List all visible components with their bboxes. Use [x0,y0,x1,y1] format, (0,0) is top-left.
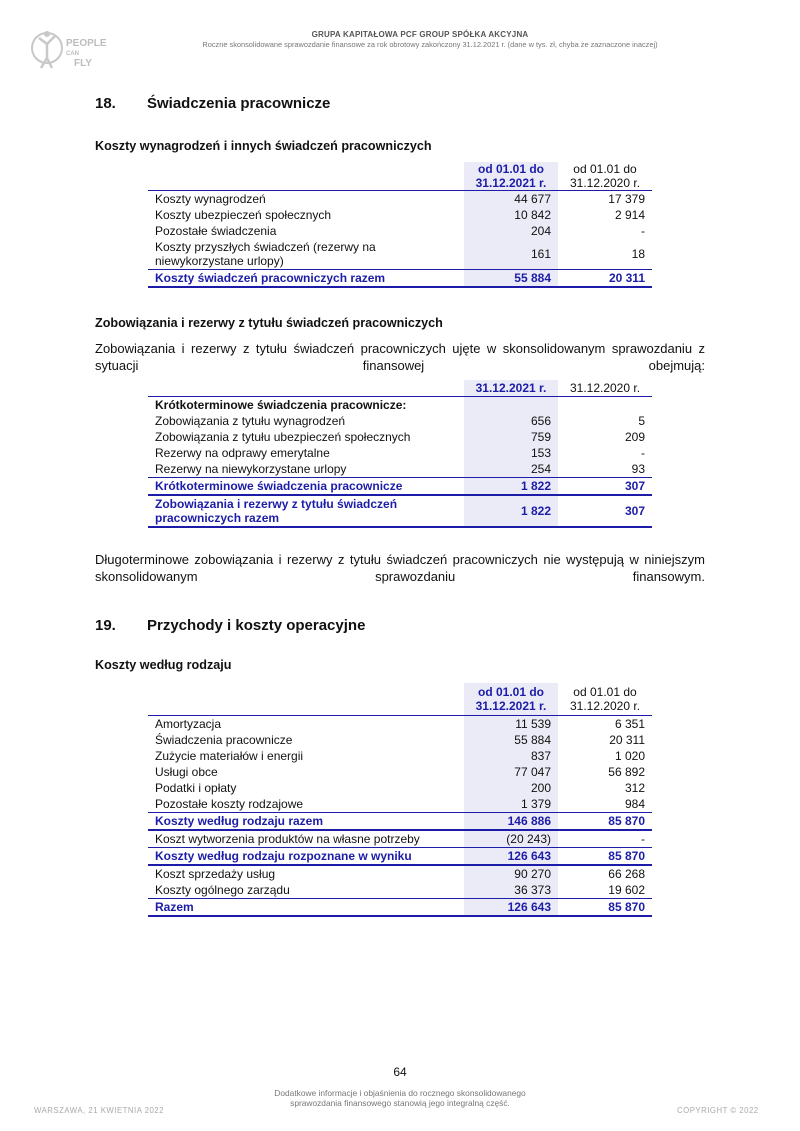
header-subtitle: Roczne skonsolidowane sprawozdanie finansowe za rok obrotowy zakończony 31.12.2021 r. (dane w tys. zł, chyba że zaznaczone inaczej) [202,40,658,49]
table-row: Usługi obce 77 047 56 892 [155,765,645,779]
page-number: 64 [393,1065,407,1079]
section-title: Przychody i koszty operacyjne [147,617,366,634]
header-company: GRUPA KAPITAŁOWA PCF GROUP SPÓŁKA AKCYJNA [311,30,529,39]
table-row: Koszty przyszłych świadczeń (rezerwy na niewykorzystane urlopy) 161 18 [155,240,645,268]
table-row: Amortyzacja 11 539 6 351 [155,717,645,731]
table-row: Rezerwy na odprawy emerytalne 153 - [155,446,645,460]
table2-heading: Zobowiązania i rezerwy z tytułu świadczeń pracowniczych [95,316,443,330]
section-title: Świadczenia pracownicze [147,95,331,112]
costs-by-nature-table [148,683,652,917]
total-row: Zobowiązania i rezerwy z tytułu świadczeń pracowniczych razem 1 822 307 [148,495,652,527]
people-can-fly-logo-icon [30,24,107,76]
group-label-row: Krótkoterminowe świadczenia pracownicze: [148,397,652,414]
table-row: Pozostałe koszty rodzajowe 1 379 984 [155,797,645,811]
total-row: Koszty według rodzaju rozpoznane w wyniku 126 643 85 870 [148,848,652,866]
table-row: Podatki i opłaty 200 312 [155,781,645,795]
table-row: Zużycie materiałów i energii 837 1 020 [155,749,645,763]
table-row: Świadczenia pracownicze 55 884 20 311 [155,733,645,747]
long-term-note-paragraph: Długoterminowe zobowiązania i rezerwy z tytułu świadczeń pracowniczych nie występują w niniejszym skonsolidowanym sprawozdaniu finansowym. [95,552,705,584]
section-number: 19. [95,617,116,634]
total-row: Koszty świadczeń pracowniczych razem 55 884 20 311 [148,270,652,288]
footer-copyright: COPYRIGHT © 2022 [677,1106,759,1115]
column-header-2020: od 01.01 do 31.12.2020 r. [558,683,652,716]
svg-text:FLY: FLY [74,58,92,69]
total-row: Razem 126 643 85 870 [148,899,652,917]
section-18-heading [95,95,330,112]
footer-note: Dodatkowe informacje i objaśnienia do rocznego skonsolidowanego sprawozdania finansowego stanowią jego integralną część. [274,1088,526,1108]
column-header-2021: od 01.01 do 31.12.2021 r. [464,683,558,716]
section-number: 18. [95,95,116,112]
column-header-2020: 31.12.2020 r. [558,380,652,397]
table-row: Koszt wytworzenia produktów na własne potrzeby (20 243) - [155,832,645,846]
subtotal-row: Krótkoterminowe świadczenia pracownicze 1 822 307 [148,478,652,496]
total-row: Koszty według rodzaju razem 146 886 85 870 [148,813,652,831]
table-row: Zobowiązania z tytułu ubezpieczeń społecznych 759 209 [155,430,645,444]
employee-benefits-cost-table [148,162,652,288]
table-row: Pozostałe świadczenia 204 - [155,224,645,238]
table-row: Zobowiązania z tytułu wynagrodzeń 656 5 [155,414,645,428]
table3-heading: Koszty według rodzaju [95,658,232,672]
column-header-2021: 31.12.2021 r. [464,380,558,397]
footer-place-date: WARSZAWA, 21 KWIETNIA 2022 [34,1106,164,1115]
table-row: Koszty wynagrodzeń 44 677 17 379 [155,192,645,206]
table-row: Rezerwy na niewykorzystane urlopy 254 93 [155,462,645,476]
employee-liabilities-table [148,380,652,528]
svg-text:CAN: CAN [66,51,79,57]
table-header-row [148,683,652,716]
table-header-row [148,162,652,191]
company-logo [30,24,107,76]
table1-heading: Koszty wynagrodzeń i innych świadczeń pracowniczych [95,139,432,153]
table-row: Koszty ogólnego zarządu 36 373 19 602 [155,883,645,897]
column-header-2020: od 01.01 do 31.12.2020 r. [558,162,652,191]
section-19-heading [95,617,365,634]
table-row: Koszt sprzedaży usług 90 270 66 268 [155,867,645,881]
table-header-row [148,380,652,397]
table2-intro-paragraph: Zobowiązania i rezerwy z tytułu świadczeń pracowniczych ujęte w skonsolidowanym sprawozdaniu z sytuacji finansowej obejmują: [95,341,705,373]
svg-text:PEOPLE: PEOPLE [66,38,107,49]
table-row: Koszty ubezpieczeń społecznych 10 842 2 914 [155,208,645,222]
column-header-2021: od 01.01 do 31.12.2021 r. [464,162,558,191]
